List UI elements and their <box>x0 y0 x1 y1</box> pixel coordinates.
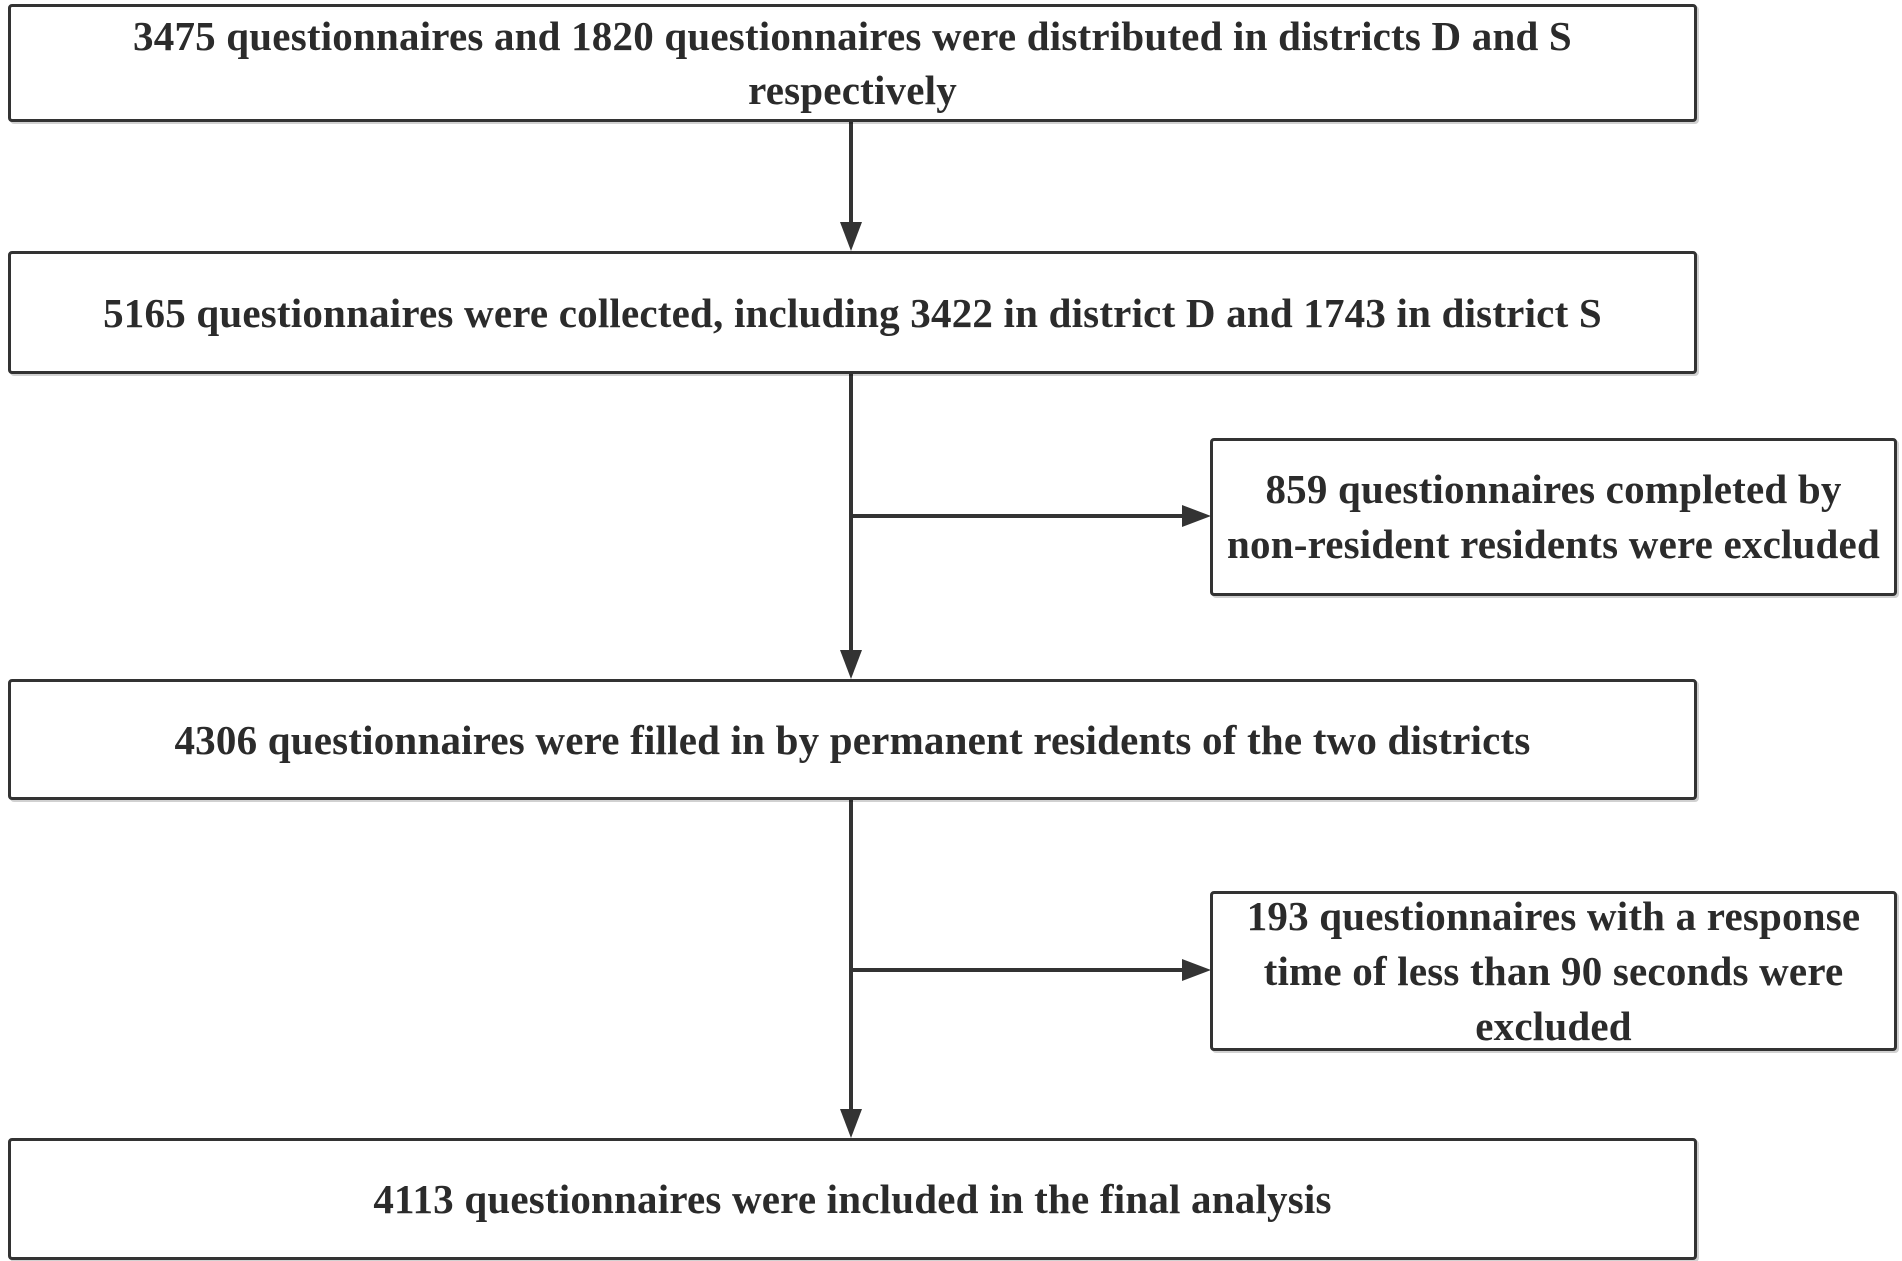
step-text-final-analysis: 4113 questionnaires were included in the final analysis <box>373 1176 1332 1222</box>
step-text-collected: 5165 questionnaires were collected, including 3422 in district D and 1743 in district S <box>103 289 1602 336</box>
arrow-step2-to-step3 <box>840 374 862 679</box>
step-box-final-analysis <box>8 1138 1697 1260</box>
step-box-distributed <box>8 4 1697 122</box>
exclusion-box-response-time <box>1210 891 1897 1051</box>
exclusion-box-non-resident <box>1210 438 1897 596</box>
step-text-distributed: 3475 questionnaires and 1820 questionnaires were distributed in districts D and S respectively <box>133 13 1572 113</box>
step-box-permanent-residents <box>8 679 1697 800</box>
arrow-to-exclusion2 <box>851 959 1211 981</box>
exclusion-text-response-time: 193 questionnaires with a response time of less than 90 seconds were excluded <box>1246 892 1861 1049</box>
exclusion-text-non-resident: 859 questionnaires completed by non-resident residents were excluded <box>1227 466 1880 567</box>
arrow-to-exclusion1 <box>851 505 1211 527</box>
step-box-collected <box>8 251 1697 374</box>
arrow-step1-to-step2 <box>840 122 862 251</box>
step-text-permanent-residents: 4306 questionnaires were filled in by permanent residents of the two districts <box>174 716 1531 763</box>
